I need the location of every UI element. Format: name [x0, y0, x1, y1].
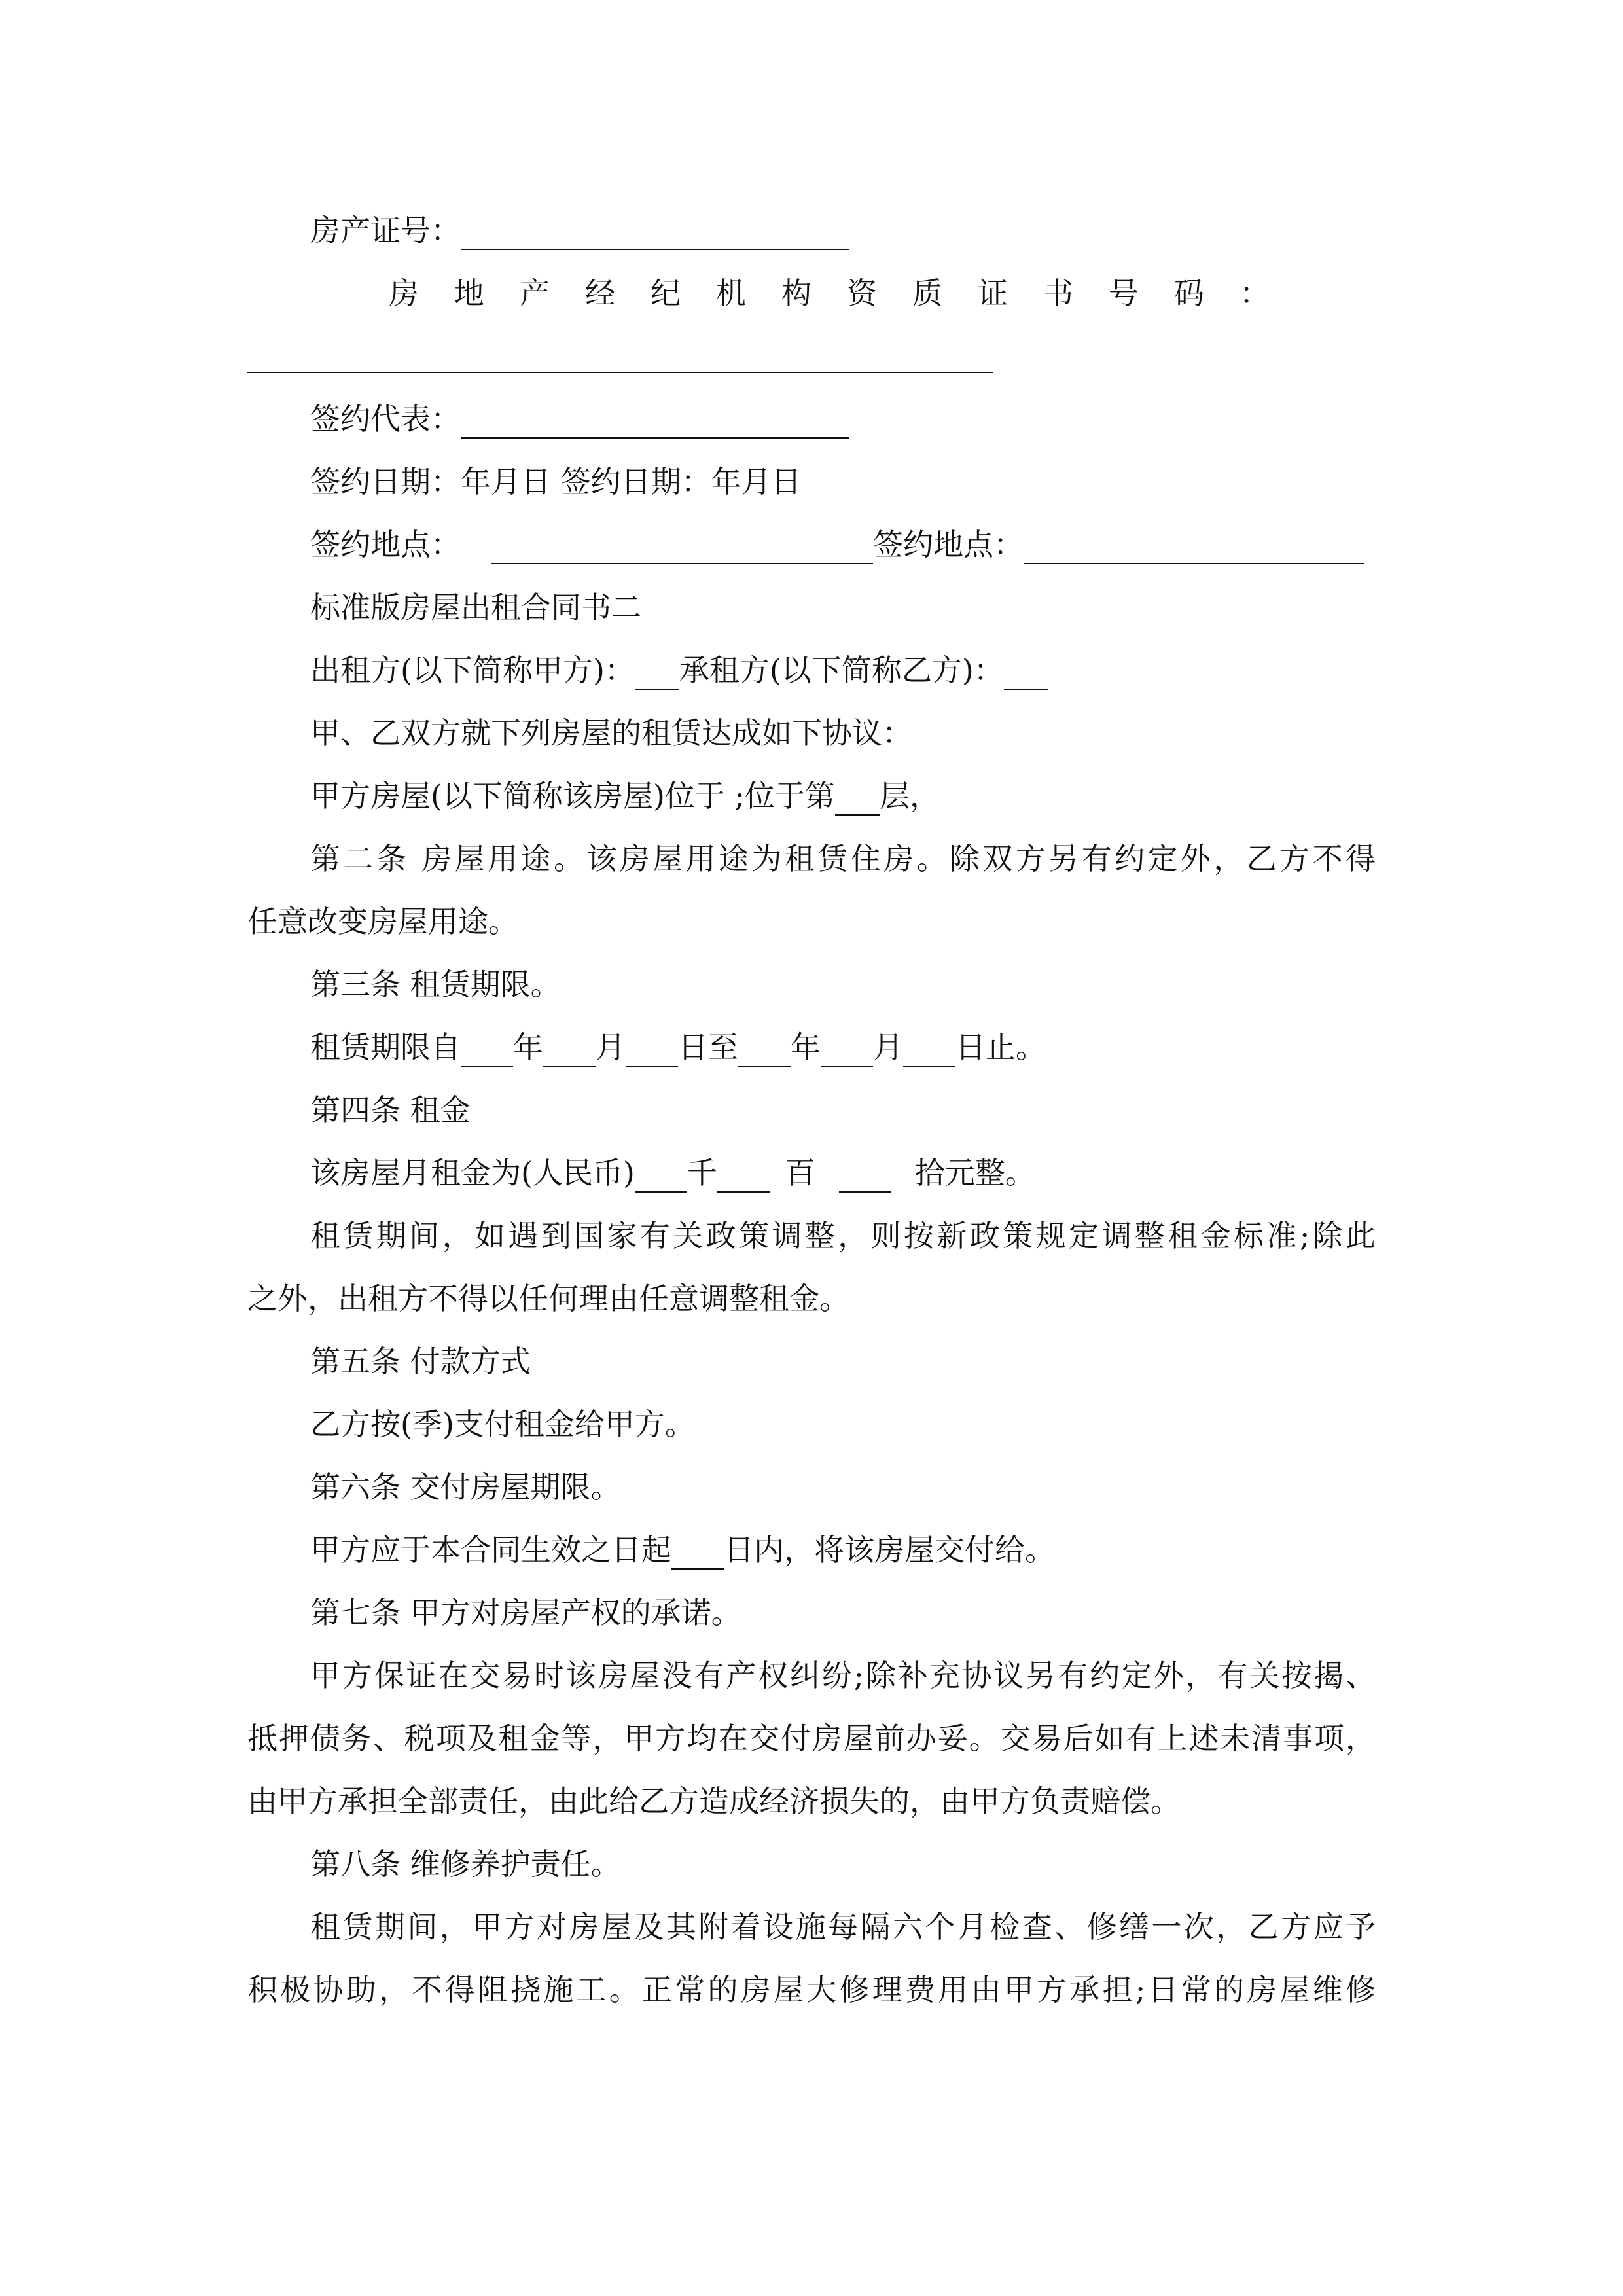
agency-cert-blank [247, 340, 993, 373]
agency-cert-line [389, 274, 1400, 313]
contract-title: 标准版房屋出租合同书二 [310, 590, 641, 625]
delivery-text-b: 日内，将该房屋交付给。 [724, 1532, 1055, 1568]
end-year-label: 年 [791, 1030, 821, 1065]
sign-place-line [310, 525, 1376, 564]
start-day-label: 日至 [678, 1030, 738, 1065]
article-6-heading: 第六条 交付房屋期限。 [310, 1469, 621, 1505]
sign-date-line [310, 462, 1376, 501]
maintenance-line-1 [310, 1907, 1376, 1946]
end-month-blank [821, 1034, 873, 1067]
sign-rep-label: 签约代表： [310, 401, 461, 437]
tens-label: 拾元整。 [914, 1155, 1035, 1191]
sign-rep-blank [461, 406, 849, 439]
article-3-heading: 第三条 租赁期限。 [310, 967, 561, 1002]
rent-adjust-line-1 [310, 1216, 1376, 1255]
sign-date-text: 签约日期：年月日 签约日期：年月日 [310, 464, 802, 499]
hundreds-blank [717, 1160, 770, 1193]
article-4-heading-line [310, 1090, 1376, 1130]
start-day-blank [626, 1034, 678, 1067]
rent-adjust-text-2: 之外，出租方不得以任何理由任意调整租金。 [247, 1281, 849, 1316]
start-year-label: 年 [513, 1030, 543, 1065]
article-2-line-1 [310, 839, 1376, 878]
rent-adjust-text-1: 租赁期间，如遇到国家有关政策调整，则按新政策规定调整租金标准;除此 [310, 1218, 1376, 1253]
title-guarantee-text-3: 由甲方承担全部责任，由此给乙方造成经济损失的，由甲方负责赔偿。 [247, 1784, 1181, 1819]
property-cert-line [310, 211, 1376, 250]
lease-term-line [310, 1028, 1376, 1067]
payment-line [310, 1405, 1376, 1444]
article-2-text-2: 任意改变房屋用途。 [247, 904, 518, 939]
property-cert-label: 房产证号： [310, 213, 461, 248]
article-2-line-2 [247, 902, 1376, 941]
thousands-label: 千 [687, 1155, 717, 1191]
payment-text: 乙方按(季)支付租金给甲方。 [310, 1407, 695, 1442]
title-guarantee-line-2 [247, 1719, 1376, 1758]
lessor-label: 出租方(以下简称甲方)： [310, 653, 635, 688]
delivery-line [310, 1530, 1376, 1570]
floor-blank [835, 783, 880, 816]
article-5-heading: 第五条 付款方式 [310, 1344, 531, 1379]
article-6-heading-line [310, 1467, 1376, 1507]
house-location-text: 甲方房屋(以下简称该房屋)位于 ;位于第 [310, 778, 836, 814]
maintenance-text-2: 积极协助，不得阻挠施工。正常的房屋大修理费用由甲方承担;日常的房屋维修 [247, 1972, 1376, 2007]
contract-title-line [310, 588, 1376, 627]
thousands-blank [635, 1160, 687, 1193]
article-2-text-1: 第二条 房屋用途。该房屋用途为租赁住房。除双方另有约定外，乙方不得 [310, 841, 1376, 876]
delivery-text-a: 甲方应于本合同生效之日起 [310, 1532, 671, 1568]
tens-blank [839, 1160, 891, 1193]
lease-term-start-label: 租赁期限自 [310, 1030, 461, 1065]
sign-place-label-a: 签约地点： [310, 527, 461, 562]
article-3-heading-line [310, 965, 1376, 1004]
maintenance-line-2 [247, 1970, 1376, 2009]
start-year-blank [461, 1034, 513, 1067]
article-8-heading: 第八条 维修养护责任。 [310, 1846, 621, 1882]
maintenance-text-1: 租赁期间，甲方对房屋及其附着设施每隔六个月检查、修缮一次，乙方应予 [310, 1909, 1376, 1945]
start-month-blank [543, 1034, 596, 1067]
agency-cert-label: 房地产经纪机构资质证书号码： [389, 276, 1305, 311]
article-7-heading-line [310, 1593, 1376, 1632]
article-4-heading: 第四条 租金 [310, 1092, 471, 1128]
article-7-heading: 第七条 甲方对房屋产权的承诺。 [310, 1595, 741, 1630]
agency-cert-blank-line [247, 334, 1376, 373]
end-day-blank [903, 1034, 955, 1067]
sign-rep-line [310, 399, 1376, 439]
article-5-heading-line [310, 1342, 1376, 1381]
sign-place-blank-b [1024, 531, 1364, 564]
title-guarantee-line-1 [310, 1656, 1376, 1695]
end-month-label: 月 [873, 1030, 903, 1065]
property-cert-blank [461, 217, 849, 250]
floor-suffix: 层， [880, 778, 940, 814]
lessor-blank [635, 657, 679, 690]
start-month-label: 月 [596, 1030, 626, 1065]
sign-place-label-b: 签约地点： [873, 527, 1024, 562]
end-year-blank [738, 1034, 791, 1067]
parties-line [310, 651, 1376, 690]
monthly-rent-label: 该房屋月租金为(人民币) [310, 1155, 635, 1191]
lessee-blank [1004, 657, 1048, 690]
agreement-intro-line [310, 713, 1376, 753]
sign-place-blank-a [491, 531, 873, 564]
title-guarantee-text-1: 甲方保证在交易时该房屋没有产权纠纷;除补充协议另有约定外，有关按揭、 [310, 1658, 1376, 1693]
monthly-rent-line [310, 1153, 1376, 1193]
title-guarantee-line-3 [247, 1782, 1376, 1821]
lessee-label: 承租方(以下简称乙方)： [679, 653, 1004, 688]
rent-adjust-line-2 [247, 1279, 1376, 1318]
article-8-heading-line [310, 1844, 1376, 1884]
delivery-days-blank [671, 1537, 724, 1570]
hundreds-label: 百 [785, 1155, 815, 1191]
title-guarantee-text-2: 抵押债务、税项及租金等，甲方均在交付房屋前办妥。交易后如有上述未清事项， [247, 1721, 1376, 1756]
agreement-intro: 甲、乙双方就下列房屋的租赁达成如下协议： [310, 715, 912, 751]
end-day-label: 日止。 [955, 1030, 1046, 1065]
house-location-line [310, 776, 1376, 816]
